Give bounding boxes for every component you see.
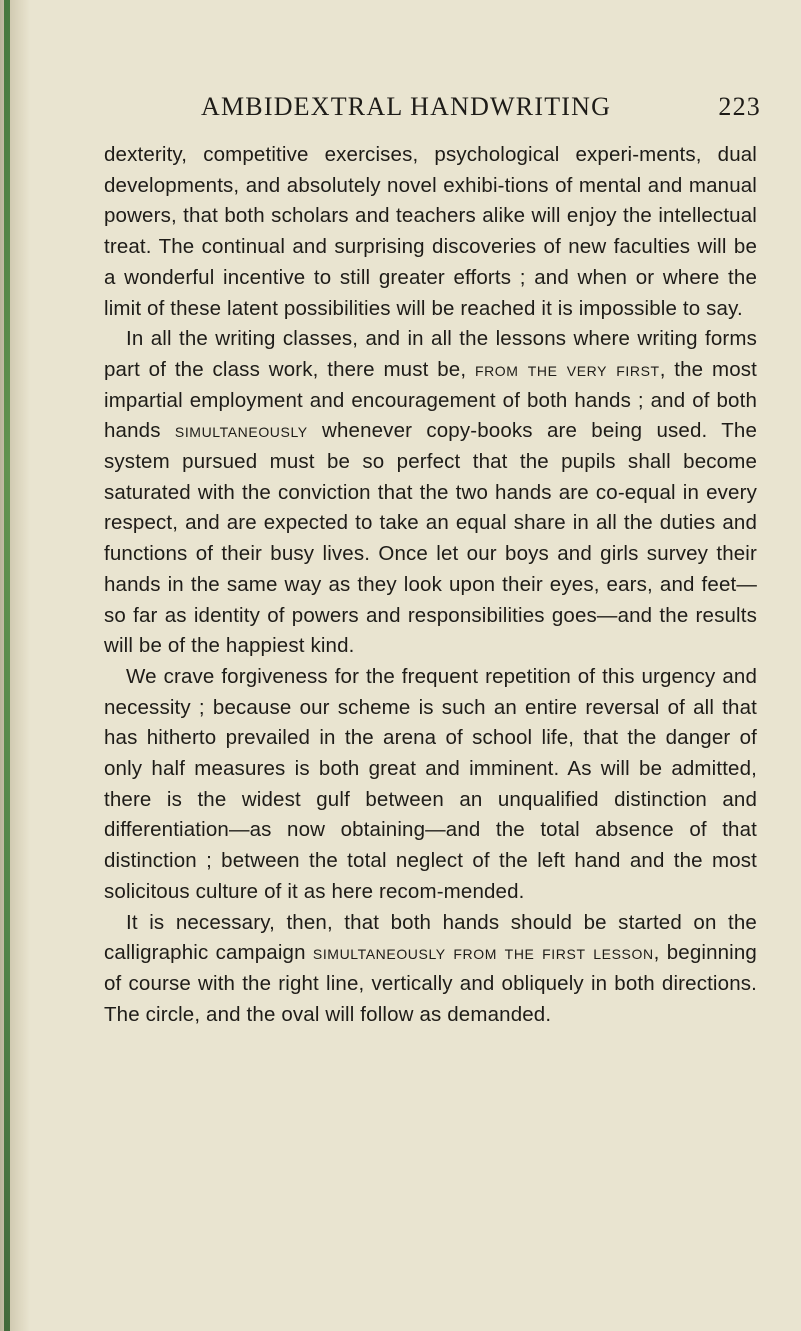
binding-edge [4, 0, 10, 1331]
page-header [201, 92, 761, 132]
paragraph-4 [104, 908, 757, 1031]
small-caps-emphasis: from the very first [474, 357, 660, 381]
text-run: dexterity, competitive exercises, psychological experi-ments, dual developments, and absolutely novel exhibi-tions of mental and manual powers, that both scholars and teachers alike will enjoy the intellectual treat. The continual and surprising discoveries of new faculties will be a wonderful incentive to still greater efforts ; and when or where the limit of these latent possibilities will be reached it is impossible to say. [104, 143, 757, 320]
paragraph-1 [104, 140, 757, 324]
small-caps-emphasis: simultaneously [174, 419, 308, 443]
text-run: whenever copy-books are being used. The system pursued must be so perfect that the pupils shall become saturated with the conviction that the two hands are co-equal in every respect, and are expected to take an equal share in all the duties and functions of their busy lives. Once let our boys and girls survey their hands in the same way as they look upon their eyes, ears, and feet—so far as identity of powers and responsibilities goes—and the results will be of the happiest kind. [104, 419, 757, 658]
page-number: 223 [718, 92, 761, 121]
running-head: AMBIDEXTRAL HANDWRITING [201, 92, 612, 121]
book-spine-edge [0, 0, 30, 1331]
body-text [104, 140, 757, 1030]
paragraph-3 [104, 662, 757, 908]
text-run: It is necessary, then, that both hands should be started on the calligraphic campaign [104, 910, 757, 965]
paragraph-2 [104, 324, 757, 662]
text-run: , the most impartial employment and encouragement of both hands ; and of both hands [104, 357, 758, 443]
text-run: In all the writing classes, and in all the lessons where writing forms part of the class work, there must be, [104, 327, 757, 381]
small-caps-emphasis: simultaneously from the first lesson [312, 941, 654, 965]
text-run: We crave forgiveness for the frequent repetition of this urgency and necessity ; because our scheme is such an entire reversal of all that has hitherto prevailed in the arena of school life, that the danger of only half measures is both great and imminent. As will be admitted, there is the widest gulf between an unqualified distinction and differentiation—as now obtaining—and the total absence of that distinction ; between the total neglect of the left hand and the most solicitous culture of it as here recom-mended. [104, 664, 757, 903]
text-run: , beginning of course with the right line, vertically and obliquely in both directions. The circle, and the oval will follow as demanded. [104, 941, 757, 1026]
